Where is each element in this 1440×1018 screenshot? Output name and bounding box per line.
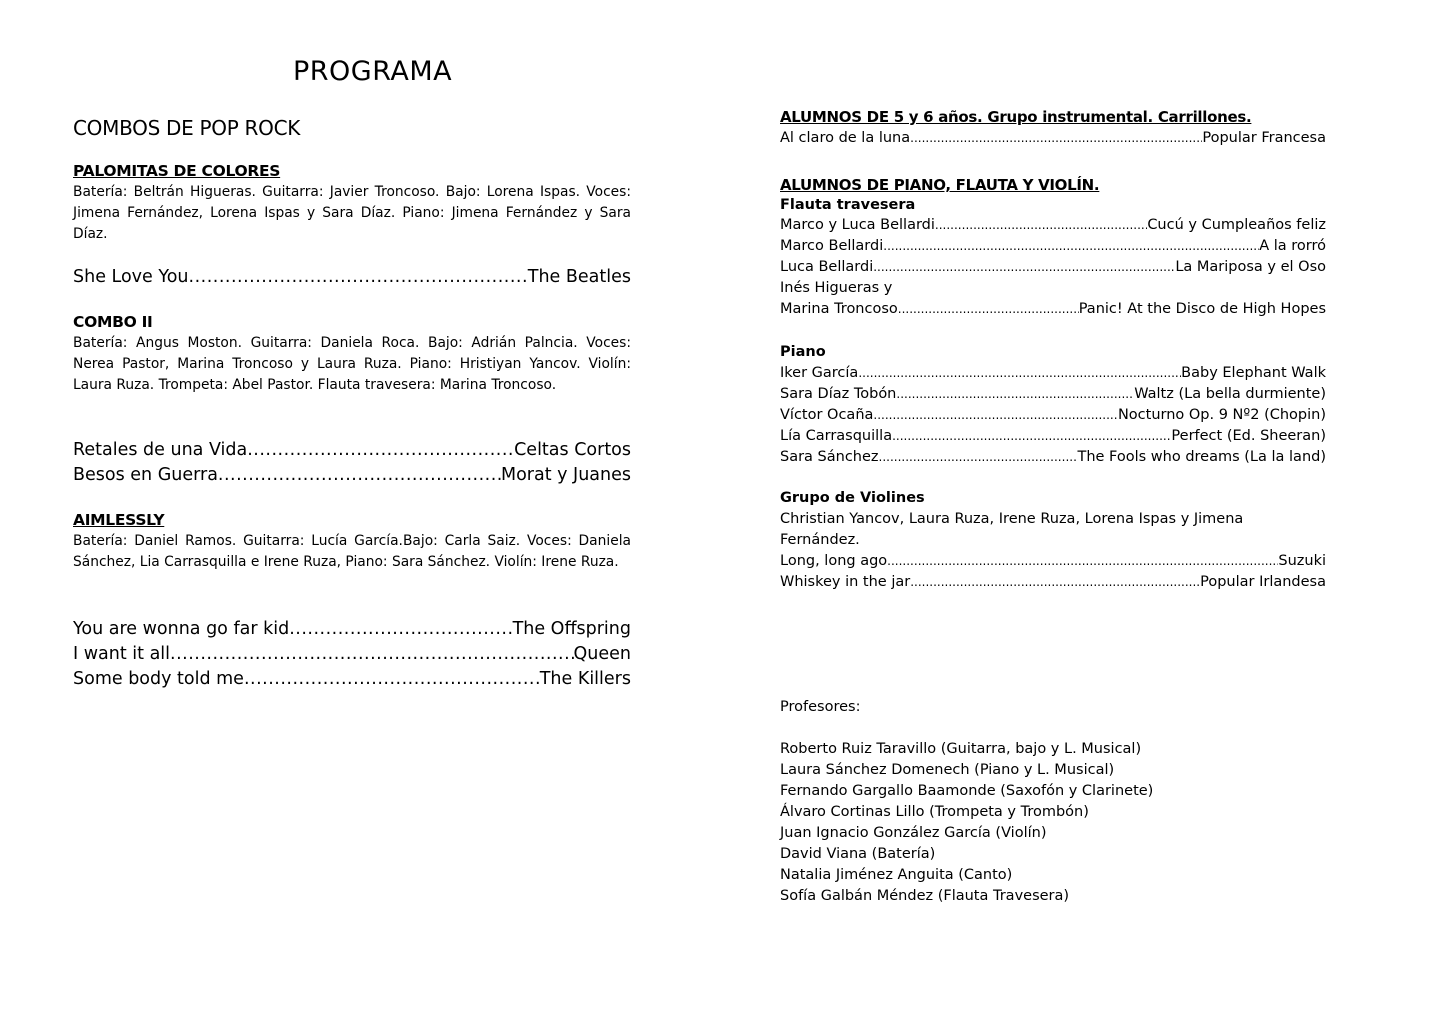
piece: A la rorró (1259, 238, 1326, 254)
piece: The Fools who dreams (La la land) (1077, 449, 1326, 465)
leader-dots (883, 236, 1259, 257)
song-title: Whiskey in the jar (780, 574, 911, 590)
song-row (780, 299, 1326, 320)
piece: Baby Elephant Walk (1181, 365, 1326, 381)
song-artist: Suzuki (1278, 553, 1326, 569)
song-list (73, 617, 631, 692)
song-title: Retales de una Vida (73, 440, 248, 460)
teacher-item: David Viana (Batería) (780, 846, 936, 862)
song-list (73, 265, 631, 290)
song-row (780, 363, 1326, 384)
song-artist: Morat y Juanes (500, 465, 631, 485)
band-combo-ii (73, 312, 631, 396)
song-row (780, 215, 1326, 236)
song-title: Besos en Guerra (73, 465, 218, 485)
leader-dots (170, 642, 573, 667)
teacher-item: Natalia Jiménez Anguita (Canto) (780, 867, 1013, 883)
band-name: PALOMITAS DE COLORES (73, 162, 281, 180)
performer: Marco y Luca Bellardi (780, 217, 935, 233)
band-aimlessly (73, 510, 631, 573)
song-row (73, 667, 631, 692)
teachers-label: Profesores: (780, 699, 861, 715)
teacher-item: Laura Sánchez Domenech (Piano y L. Musical) (780, 762, 1115, 778)
song-artist: Popular Francesa (1202, 130, 1326, 146)
leader-dots (896, 384, 1134, 405)
song-row (73, 438, 631, 463)
right-page (780, 0, 1326, 1018)
performer-line: Inés Higueras y (780, 280, 893, 296)
song-row (780, 236, 1326, 257)
leader-dots (910, 128, 1202, 149)
song-row (73, 265, 631, 290)
song-title: She Love You (73, 267, 189, 287)
song-artist: The Killers (539, 669, 631, 689)
song-artist: The Offspring (512, 619, 631, 639)
song-row (780, 447, 1326, 468)
teacher-item: Álvaro Cortinas Lillo (Trompeta y Trombón) (780, 804, 1089, 820)
band-members: Batería: Daniel Ramos. Guitarra: Lucía García.Bajo: Carla Saiz. Voces: Daniela Sánchez, Lia Carrasquilla e Irene Ruza, Piano: Sara Sánchez. Violín: Irene Ruza. (73, 533, 631, 570)
performer: Marina Troncoso (780, 301, 898, 317)
leader-dots (244, 667, 540, 692)
performer: Lía Carrasquilla (780, 428, 893, 444)
leader-dots (289, 617, 512, 642)
teachers (780, 697, 1326, 907)
song-row (780, 551, 1326, 572)
violin-members: Christian Yancov, Laura Ruza, Irene Ruza, Lorena Ispas y Jimena Fernández. (780, 511, 1244, 548)
song-artist: Celtas Cortos (514, 440, 631, 460)
piece: Nocturno Op. 9 Nº2 (Chopin) (1117, 407, 1326, 423)
performer: Marco Bellardi (780, 238, 884, 254)
piece: Waltz (La bella durmiente) (1134, 386, 1326, 402)
song-artist: Queen (573, 644, 631, 664)
song-row (780, 426, 1326, 447)
band-members: Batería: Beltrán Higueras. Guitarra: Javier Troncoso. Bajo: Lorena Ispas. Voces: Jimena Fernández, Lorena Ispas y Sara Díaz. Piano: Jimena Fernández y Sara Díaz. (73, 184, 631, 242)
performer: Sara Sánchez (780, 449, 879, 465)
song-row (780, 572, 1326, 593)
piece: Panic! At the Disco de High Hopes (1078, 301, 1326, 317)
leader-dots (247, 438, 514, 463)
song-title: Some body told me (73, 669, 244, 689)
teacher-item: Sofía Galbán Méndez (Flauta Travesera) (780, 888, 1070, 904)
band-name: AIMLESSLY (73, 511, 165, 529)
left-page (73, 0, 631, 1018)
leader-dots (879, 447, 1078, 468)
section-title-pop-rock: COMBOS DE POP ROCK (73, 116, 301, 140)
song-list (73, 438, 631, 488)
song-artist: Popular Irlandesa (1200, 574, 1326, 590)
subgroup-label-flute: Flauta travesera (780, 197, 916, 213)
leader-dots (898, 299, 1079, 320)
band-palomitas (73, 161, 631, 245)
leader-dots (873, 405, 1118, 426)
song-row (780, 128, 1326, 149)
performer: Víctor Ocaña (780, 407, 874, 423)
leader-dots (858, 363, 1181, 384)
performer: Sara Díaz Tobón (780, 386, 897, 402)
piece: Perfect (Ed. Sheeran) (1171, 428, 1326, 444)
teacher-item: Juan Ignacio González García (Violín) (780, 825, 1047, 841)
teacher-item: Roberto Ruiz Taravillo (Guitarra, bajo y L. Musical) (780, 741, 1142, 757)
band-name: COMBO II (73, 313, 153, 331)
song-title: Long, long ago (780, 553, 888, 569)
piece: Cucú y Cumpleaños feliz (1147, 217, 1326, 233)
page-title: PROGRAMA (293, 56, 453, 87)
band-members: Batería: Angus Moston. Guitarra: Daniela Roca. Bajo: Adrián Palncia. Voces: Nerea Pastor, Marina Troncoso y Laura Ruza. Piano: Hristiyan Yancov. Violín: Laura Ruza. Trompeta: Abel Pastor. Flauta travesera: Marina Troncoso. (73, 335, 631, 393)
performer: Iker García (780, 365, 859, 381)
teacher-item: Fernando Gargallo Baamonde (Saxofón y Clarinete) (780, 783, 1154, 799)
leader-dots (910, 572, 1200, 593)
leader-dots (935, 215, 1147, 236)
song-title: I want it all (73, 644, 171, 664)
song-row (73, 617, 631, 642)
song-row (780, 384, 1326, 405)
song-row (73, 463, 631, 488)
song-artist: The Beatles (527, 267, 631, 287)
group-piano-flute-violin (780, 175, 1326, 320)
leader-dots (873, 257, 1175, 278)
subgroup-label-piano: Piano (780, 344, 826, 360)
piece: La Mariposa y el Oso (1175, 259, 1326, 275)
song-title: You are wonna go far kid (73, 619, 290, 639)
leader-dots (892, 426, 1171, 447)
leader-dots (218, 463, 501, 488)
subgroup-label-violins: Grupo de Violines (780, 490, 925, 506)
song-title: Al claro de la luna (780, 130, 911, 146)
leader-dots (189, 265, 528, 290)
song-row (73, 642, 631, 667)
song-row (780, 405, 1326, 426)
subgroup-violins (780, 488, 1326, 593)
group-heading: ALUMNOS DE 5 y 6 años. Grupo instrumental. Carrillones. (780, 108, 1252, 126)
group-5-6 (780, 107, 1326, 149)
subgroup-piano (780, 342, 1326, 468)
group-heading: ALUMNOS DE PIANO, FLAUTA Y VIOLÍN. (780, 176, 1100, 194)
song-row (780, 257, 1326, 278)
leader-dots (887, 551, 1278, 572)
performer: Luca Bellardi (780, 259, 874, 275)
